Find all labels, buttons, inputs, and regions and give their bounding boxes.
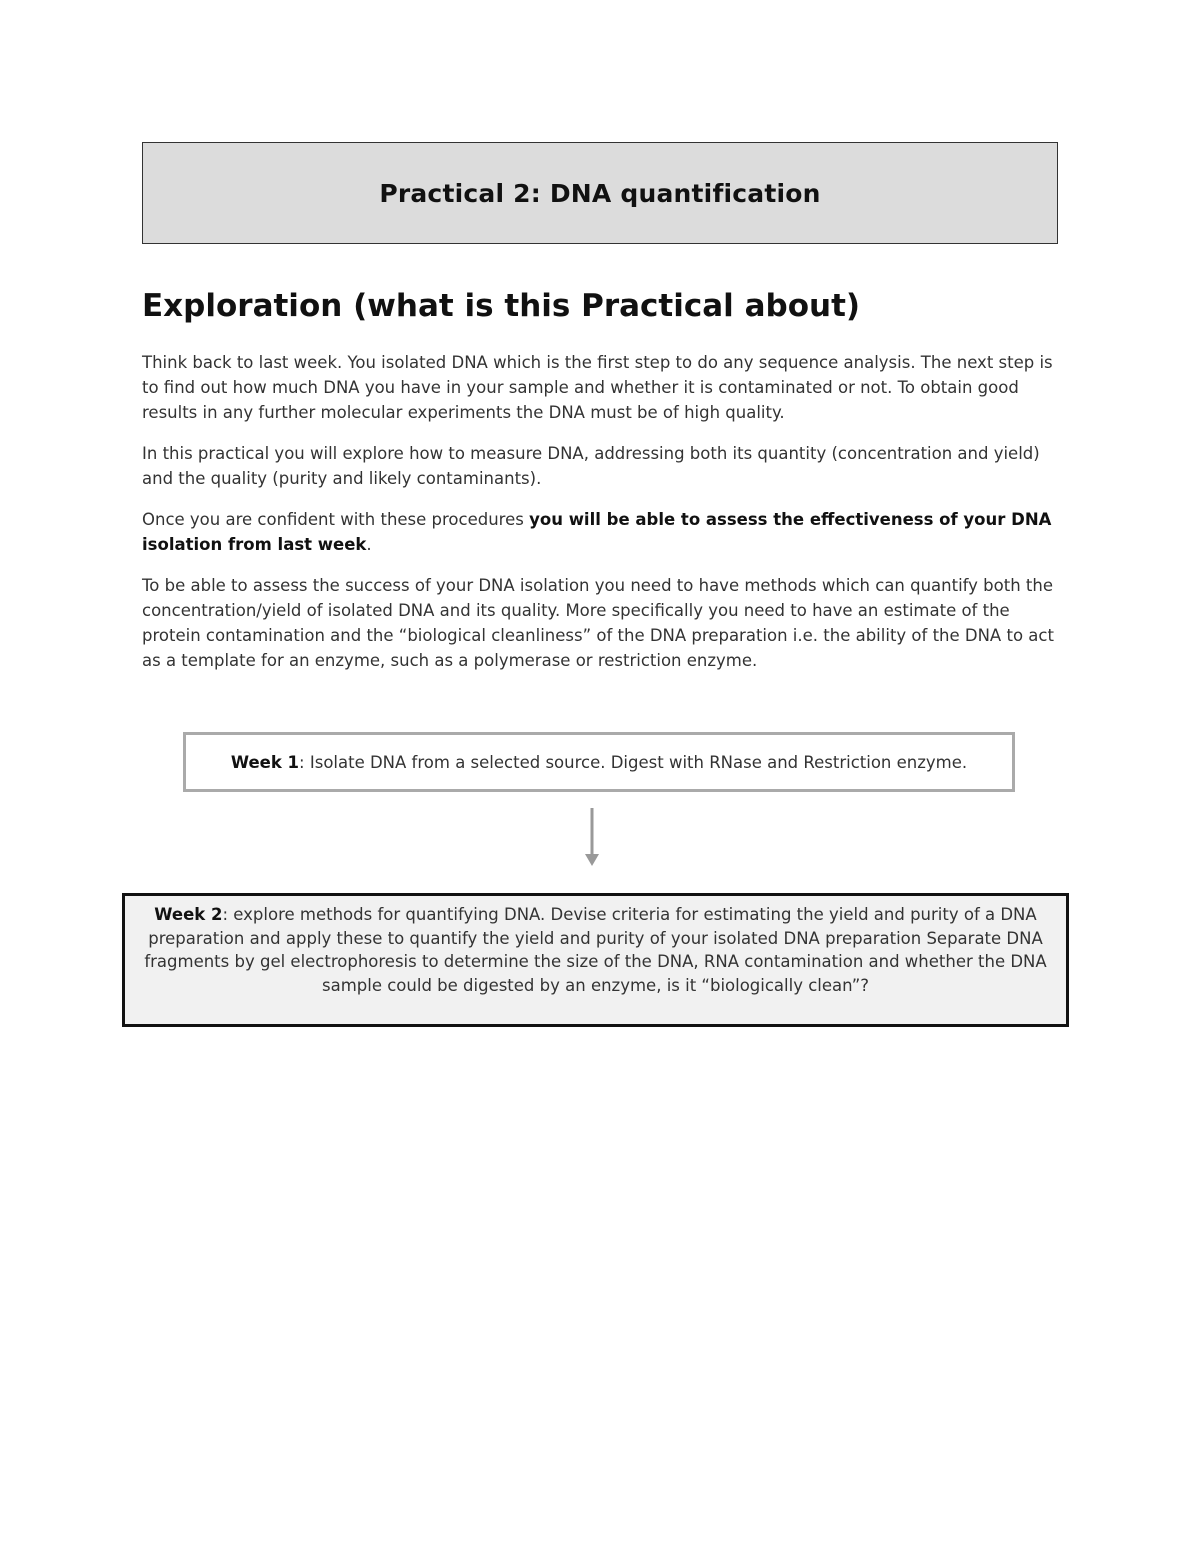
week2-label: Week 2 (154, 905, 223, 924)
paragraph-intro: Think back to last week. You isolated DNA which is the first step to do any sequence analysis. The next step is to find out how much DNA you have in your sample and whether it is contaminated or not. To obtain good results in any further molecular experiments the DNA must be of high quality. (142, 353, 1053, 422)
paragraph-goal-lead: Once you are confident with these procedures (142, 510, 530, 529)
paragraph-goal-end: . (366, 535, 372, 554)
week2-text: : explore methods for quantifying DNA. Devise criteria for estimating the yield and purity of a DNA preparation and apply these to quantify the yield and purity of your isolated DNA preparation Separate DNA fragments by gel electrophoresis to determine the size of the DNA, RNA contamination and whether the DNA sample could be digested by an enzyme, is it “biologically clean”? (144, 905, 1047, 995)
title-banner (142, 142, 1058, 244)
week1-content (231, 753, 967, 772)
section-heading: Exploration (what is this Practical about) (142, 288, 861, 324)
week1-box (183, 732, 1015, 792)
paragraph-explore: In this practical you will explore how to measure DNA, addressing both its quantity (concentration and yield) and the quality (purity and likely contaminants). (142, 444, 1040, 488)
paragraph-methods: To be able to assess the success of your DNA isolation you need to have methods which can quantify both the concentration/yield of isolated DNA and its quality. More specifically you need to have an estimate of the protein contamination and the “biological cleanliness” of the DNA preparation i.e. the ability of the DNA to act as a template for an enzyme, such as a polymerase or restriction enzyme. (142, 576, 1054, 670)
paragraph-goal-emphasis: you will be able to assess the effectiveness of your DNA isolation from last week (142, 510, 1052, 554)
week2-box (122, 893, 1069, 1027)
page-title: Practical 2: DNA quantification (379, 178, 821, 208)
paragraph-goal (142, 507, 1062, 557)
body-text (142, 350, 1062, 689)
arrow-down-icon (582, 808, 602, 868)
week1-text: : Isolate DNA from a selected source. Digest with RNase and Restriction enzyme. (299, 752, 968, 772)
week1-label: Week 1 (230, 752, 300, 772)
